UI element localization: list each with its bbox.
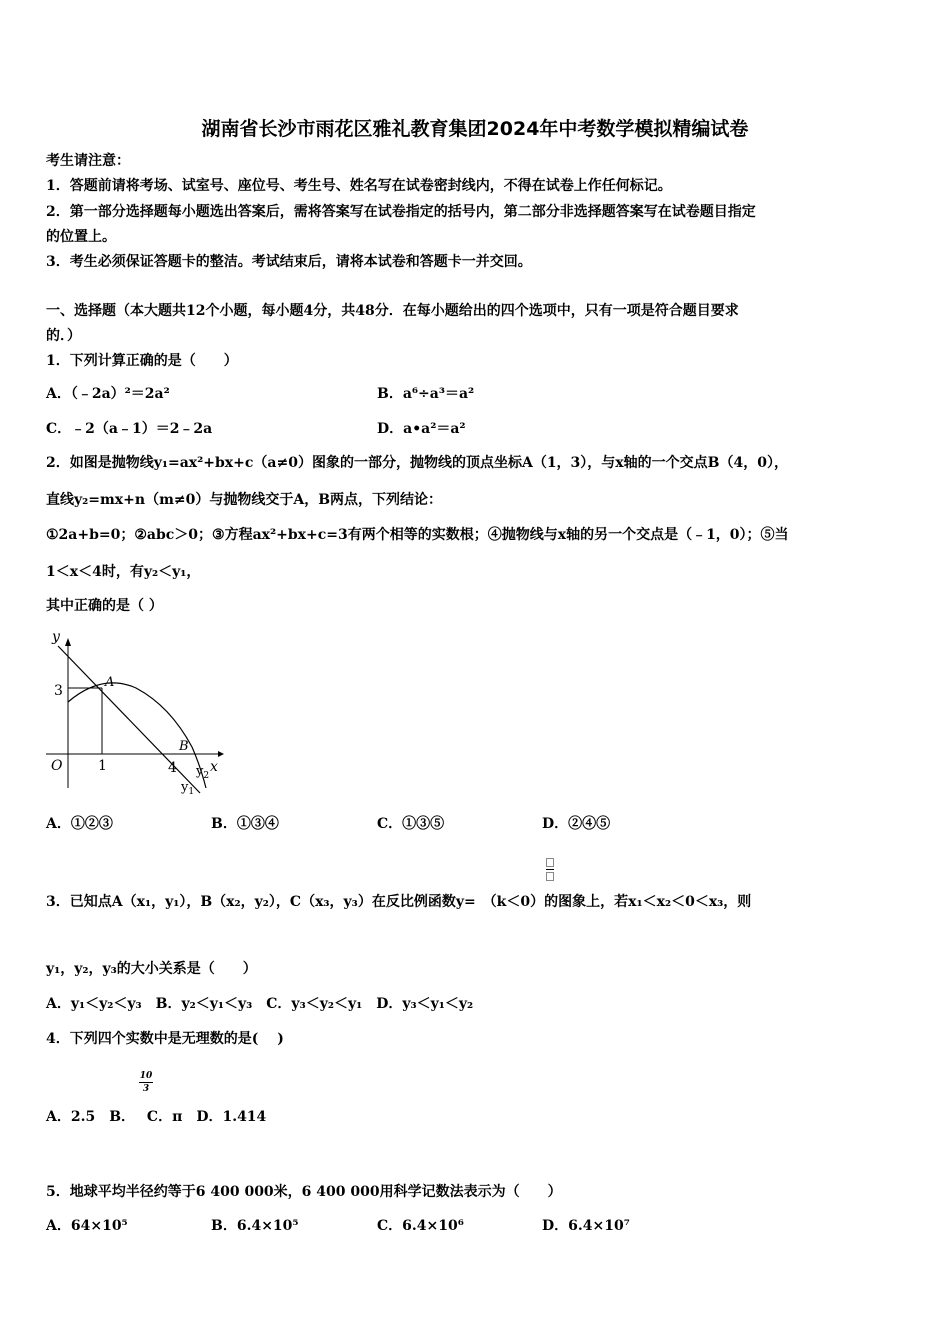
q4-fraction [139, 1071, 153, 1094]
q5-option-b: B．6.4×10⁵ [211, 1218, 299, 1234]
q1-option-c: C．﹣2（a﹣1）＝2﹣2a [46, 421, 213, 437]
q1-option-d: D．a•a²＝a² [377, 421, 466, 437]
q5-option-c: C．6.4×10⁶ [377, 1218, 464, 1234]
x-axis-label: x [210, 759, 218, 775]
x-tick-1: 1 [98, 758, 107, 774]
curve-y1-label: $y_1$ [181, 780, 195, 797]
q5-option-a: A．64×10⁵ [46, 1218, 128, 1234]
q3-line-1: 3．已知点A（x₁，y₁），B（x₂，y₂），C（x₃，y₃）在反比例函数y= （k＜0）的图象上，若x₁＜x₂＜0＜x₃，则 [46, 894, 752, 910]
point-a-label: A [105, 675, 115, 690]
origin-label: O [51, 758, 63, 774]
point-b-label: B [179, 739, 189, 754]
q5-stem: 5．地球平均半径约等于6 400 000米，6 400 000用科学记数法表示为（ ） [46, 1184, 562, 1200]
q2-line-5: 其中正确的是（ ） [46, 598, 163, 614]
q3-line-2: y₁，y₂，y₃的大小关系是（ ） [46, 961, 257, 977]
section-heading-cont: 的．） [46, 328, 81, 344]
q1-option-a: A．（﹣2a）²＝2a² [46, 386, 170, 402]
q2-line-1: 2．如图是抛物线y₁=ax²+bx+c（a≠0）图象的一部分，抛物线的顶点坐标A（1，3），与x轴的一个交点B（4，0）， [46, 455, 788, 471]
q2-line-3: ①2a+b=0；②abc＞0；③方程ax²+bx+c=3有两个相等的实数根；④抛物线与x轴的另一个交点是（﹣1，0）；⑤当 [46, 527, 789, 543]
q4-options: A．2.5 B． C．π D．1.414 [46, 1109, 267, 1125]
notice-item-2-cont: 的位置上。 [46, 229, 116, 245]
q1-stem: 1．下列计算正确的是（ ） [46, 353, 238, 369]
parabola-graph [40, 628, 230, 798]
q2-line-2: 直线y₂=mx+n（m≠0）与抛物线交于A，B两点，下列结论： [46, 492, 443, 508]
notice-heading: 考生请注意： [46, 153, 130, 169]
q1-option-b: B．a⁶÷a³＝a² [377, 386, 475, 402]
notice-item-1: 1．答题前请将考场、试室号、座位号、考生号、姓名写在试卷密封线内，不得在试卷上作任何标记。 [46, 178, 672, 194]
q5-option-d: D．6.4×10⁷ [542, 1218, 630, 1234]
page-title: 湖南省长沙市雨花区雅礼教育集团2024年中考数学模拟精编试卷 [201, 118, 749, 140]
q4-fraction-denominator: 3 [142, 1084, 150, 1094]
x-tick-4: 4 [168, 760, 177, 776]
notice-item-3: 3．考生必须保证答题卡的整洁。考试结束后，请将本试卷和答题卡一并交回。 [46, 254, 532, 270]
q2-line-4: 1＜x＜4时，有y₂＜y₁， [46, 564, 201, 580]
q2-option-b: B．①③④ [211, 816, 279, 832]
notice-item-2: 2．第一部分选择题每小题选出答案后，需将答案写在试卷指定的括号内，第二部分非选择题答案写在试卷题目指定 [46, 204, 756, 220]
q2-option-c: C．①③⑤ [377, 816, 445, 832]
q4-fraction-numerator: 10 [139, 1071, 153, 1081]
q2-option-a: A．①②③ [46, 816, 113, 832]
y-axis-label: y [52, 629, 60, 645]
y-tick-3: 3 [54, 683, 63, 699]
q4-stem: 4．下列四个实数中是无理数的是( ) [46, 1031, 284, 1047]
q2-option-d: D．②④⑤ [542, 816, 611, 832]
curve-y2-label: $y_2$ [196, 764, 210, 781]
q3-options: A．y₁＜y₂＜y₃ B．y₂＜y₁＜y₃ C．y₃＜y₂＜y₁ D．y₃＜y₁＜y₂ [46, 996, 474, 1012]
q3-fraction-placeholder [546, 858, 554, 881]
section-heading: 一、选择题（本大题共12个小题，每小题4分，共48分．在每小题给出的四个选项中，只有一项是符合题目要求 [46, 303, 739, 319]
